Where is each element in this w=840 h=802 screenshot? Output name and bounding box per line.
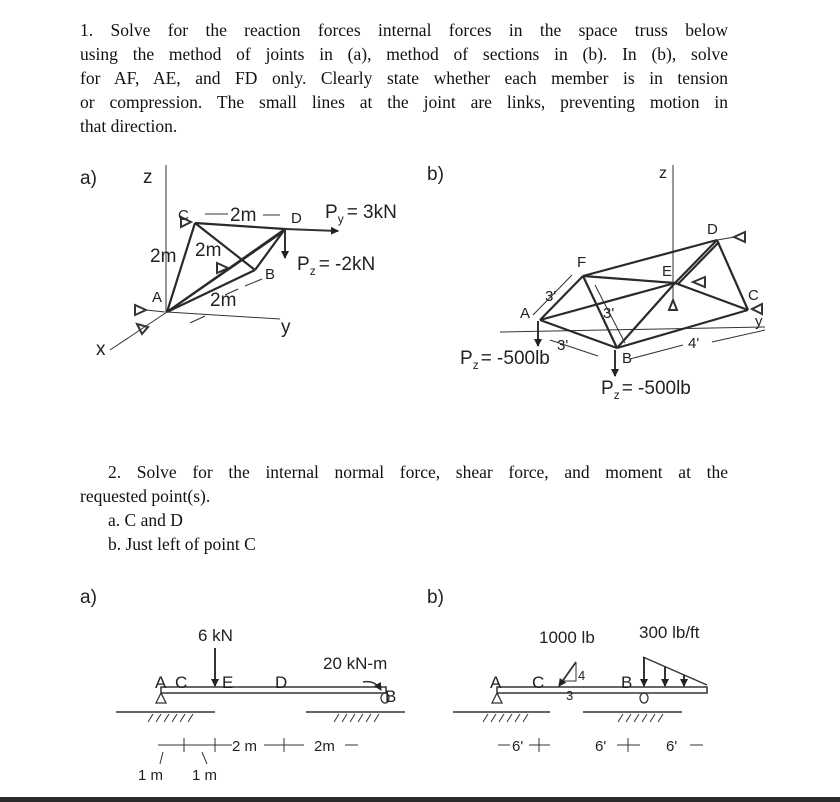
figure-label: a) <box>80 168 97 189</box>
point-label-b: B <box>385 687 397 706</box>
link-support-icon <box>135 217 228 334</box>
y-axis-label: y <box>281 317 291 338</box>
dimension-label: 3' <box>545 288 557 305</box>
load-label-b: $P_z = -500lb$ <box>601 378 691 402</box>
point-label-e: E <box>222 673 234 692</box>
beam-figure-b <box>427 587 707 755</box>
load-label-a: $P_z = -500lb$ <box>460 348 550 372</box>
dimension-label: 6' <box>666 738 678 755</box>
joint-label-e: E <box>662 263 673 280</box>
dimension-label: 2m <box>195 240 222 261</box>
moment-label: 20 kN-m <box>323 654 388 673</box>
joint-label-f: F <box>577 254 587 271</box>
problem-2-item-a: a. C and D <box>108 510 183 530</box>
y-axis-label: y <box>755 313 763 330</box>
truss-members <box>540 240 748 348</box>
beam-figure-a <box>80 587 405 784</box>
force-label: 6 kN <box>198 626 233 645</box>
figure-label: b) <box>427 587 444 608</box>
beam <box>497 687 707 693</box>
slope-label: 3 <box>566 688 574 703</box>
joint-label-b: B <box>265 266 276 283</box>
pin-support-icon <box>156 693 166 703</box>
truss-figure-a <box>80 165 397 360</box>
x-axis <box>110 312 167 350</box>
figure-label: b) <box>427 164 444 185</box>
roller-support-icon <box>640 693 648 703</box>
problem-1-line: using the method of joints in (a), method of sections in (b). In (b), solve <box>80 44 728 64</box>
x-axis-label: x <box>96 339 106 360</box>
z-axis-label: z <box>659 165 667 182</box>
problem-2-line: requested point(s). <box>80 486 211 506</box>
joint-label-d: D <box>707 221 718 238</box>
dimension-label: 3' <box>557 337 569 354</box>
joint-label-c: C <box>178 207 189 224</box>
pin-support-icon <box>492 693 502 703</box>
distributed-load-label: 300 lb/ft <box>639 623 700 642</box>
y-axis <box>167 312 280 319</box>
point-label-c: C <box>532 673 545 692</box>
point-label-a: A <box>490 673 502 692</box>
load-label-py: $P_y = 3kN$ <box>325 202 397 226</box>
dimension-label: 2 m <box>232 738 258 755</box>
joint-label-a: A <box>152 289 163 306</box>
joint-label-d: D <box>291 210 302 227</box>
dimension-label: 3' <box>603 305 615 322</box>
dimension-label: 1 m <box>192 767 218 784</box>
joint-label-b: B <box>622 350 633 367</box>
dimension-label: 6' <box>512 738 524 755</box>
problem-2-item-b: b. Just left of point C <box>108 534 256 554</box>
dimension-label: 2m <box>230 205 257 226</box>
bottom-border <box>0 797 840 802</box>
beam <box>161 687 386 693</box>
inclined-force-arrow <box>559 662 576 686</box>
joint-label-c: C <box>748 287 759 304</box>
problem-1-line: or compression. The small lines at the joint are links, preventing motion in <box>80 92 728 112</box>
dimension-label: 1 m <box>138 767 164 784</box>
dimension-label: 2m <box>314 738 335 755</box>
dimension-label: 2m <box>210 290 237 311</box>
joint-label-a: A <box>520 305 531 322</box>
dimension-label: 4' <box>688 335 700 352</box>
distributed-load <box>643 657 707 685</box>
point-label-b: B <box>621 673 633 692</box>
slope-label: 4 <box>578 668 586 683</box>
point-label-a: A <box>155 673 167 692</box>
force-arrow-py <box>285 229 338 231</box>
dimension-label: 2m <box>150 246 177 267</box>
truss-figure-b <box>427 164 765 402</box>
load-label-pz: $P_z = -2kN$ <box>297 254 376 278</box>
dimension-label: 6' <box>595 738 607 755</box>
z-axis-label: z <box>143 167 153 188</box>
point-label-d: D <box>275 673 288 692</box>
problem-1-line: that direction. <box>80 116 178 136</box>
problem-1-line: 1. Solve for the reaction forces internal forces in the space truss below <box>80 20 728 40</box>
force-label: 1000 lb <box>539 628 595 647</box>
figure-label: a) <box>80 587 97 608</box>
point-label-c: C <box>175 673 188 692</box>
problem-1-line: for AF, AE, and FD only. Clearly state whether each member is in tension <box>80 68 728 88</box>
problem-2-line: 2. Solve for the internal normal force, shear force, and moment at the <box>108 462 728 482</box>
